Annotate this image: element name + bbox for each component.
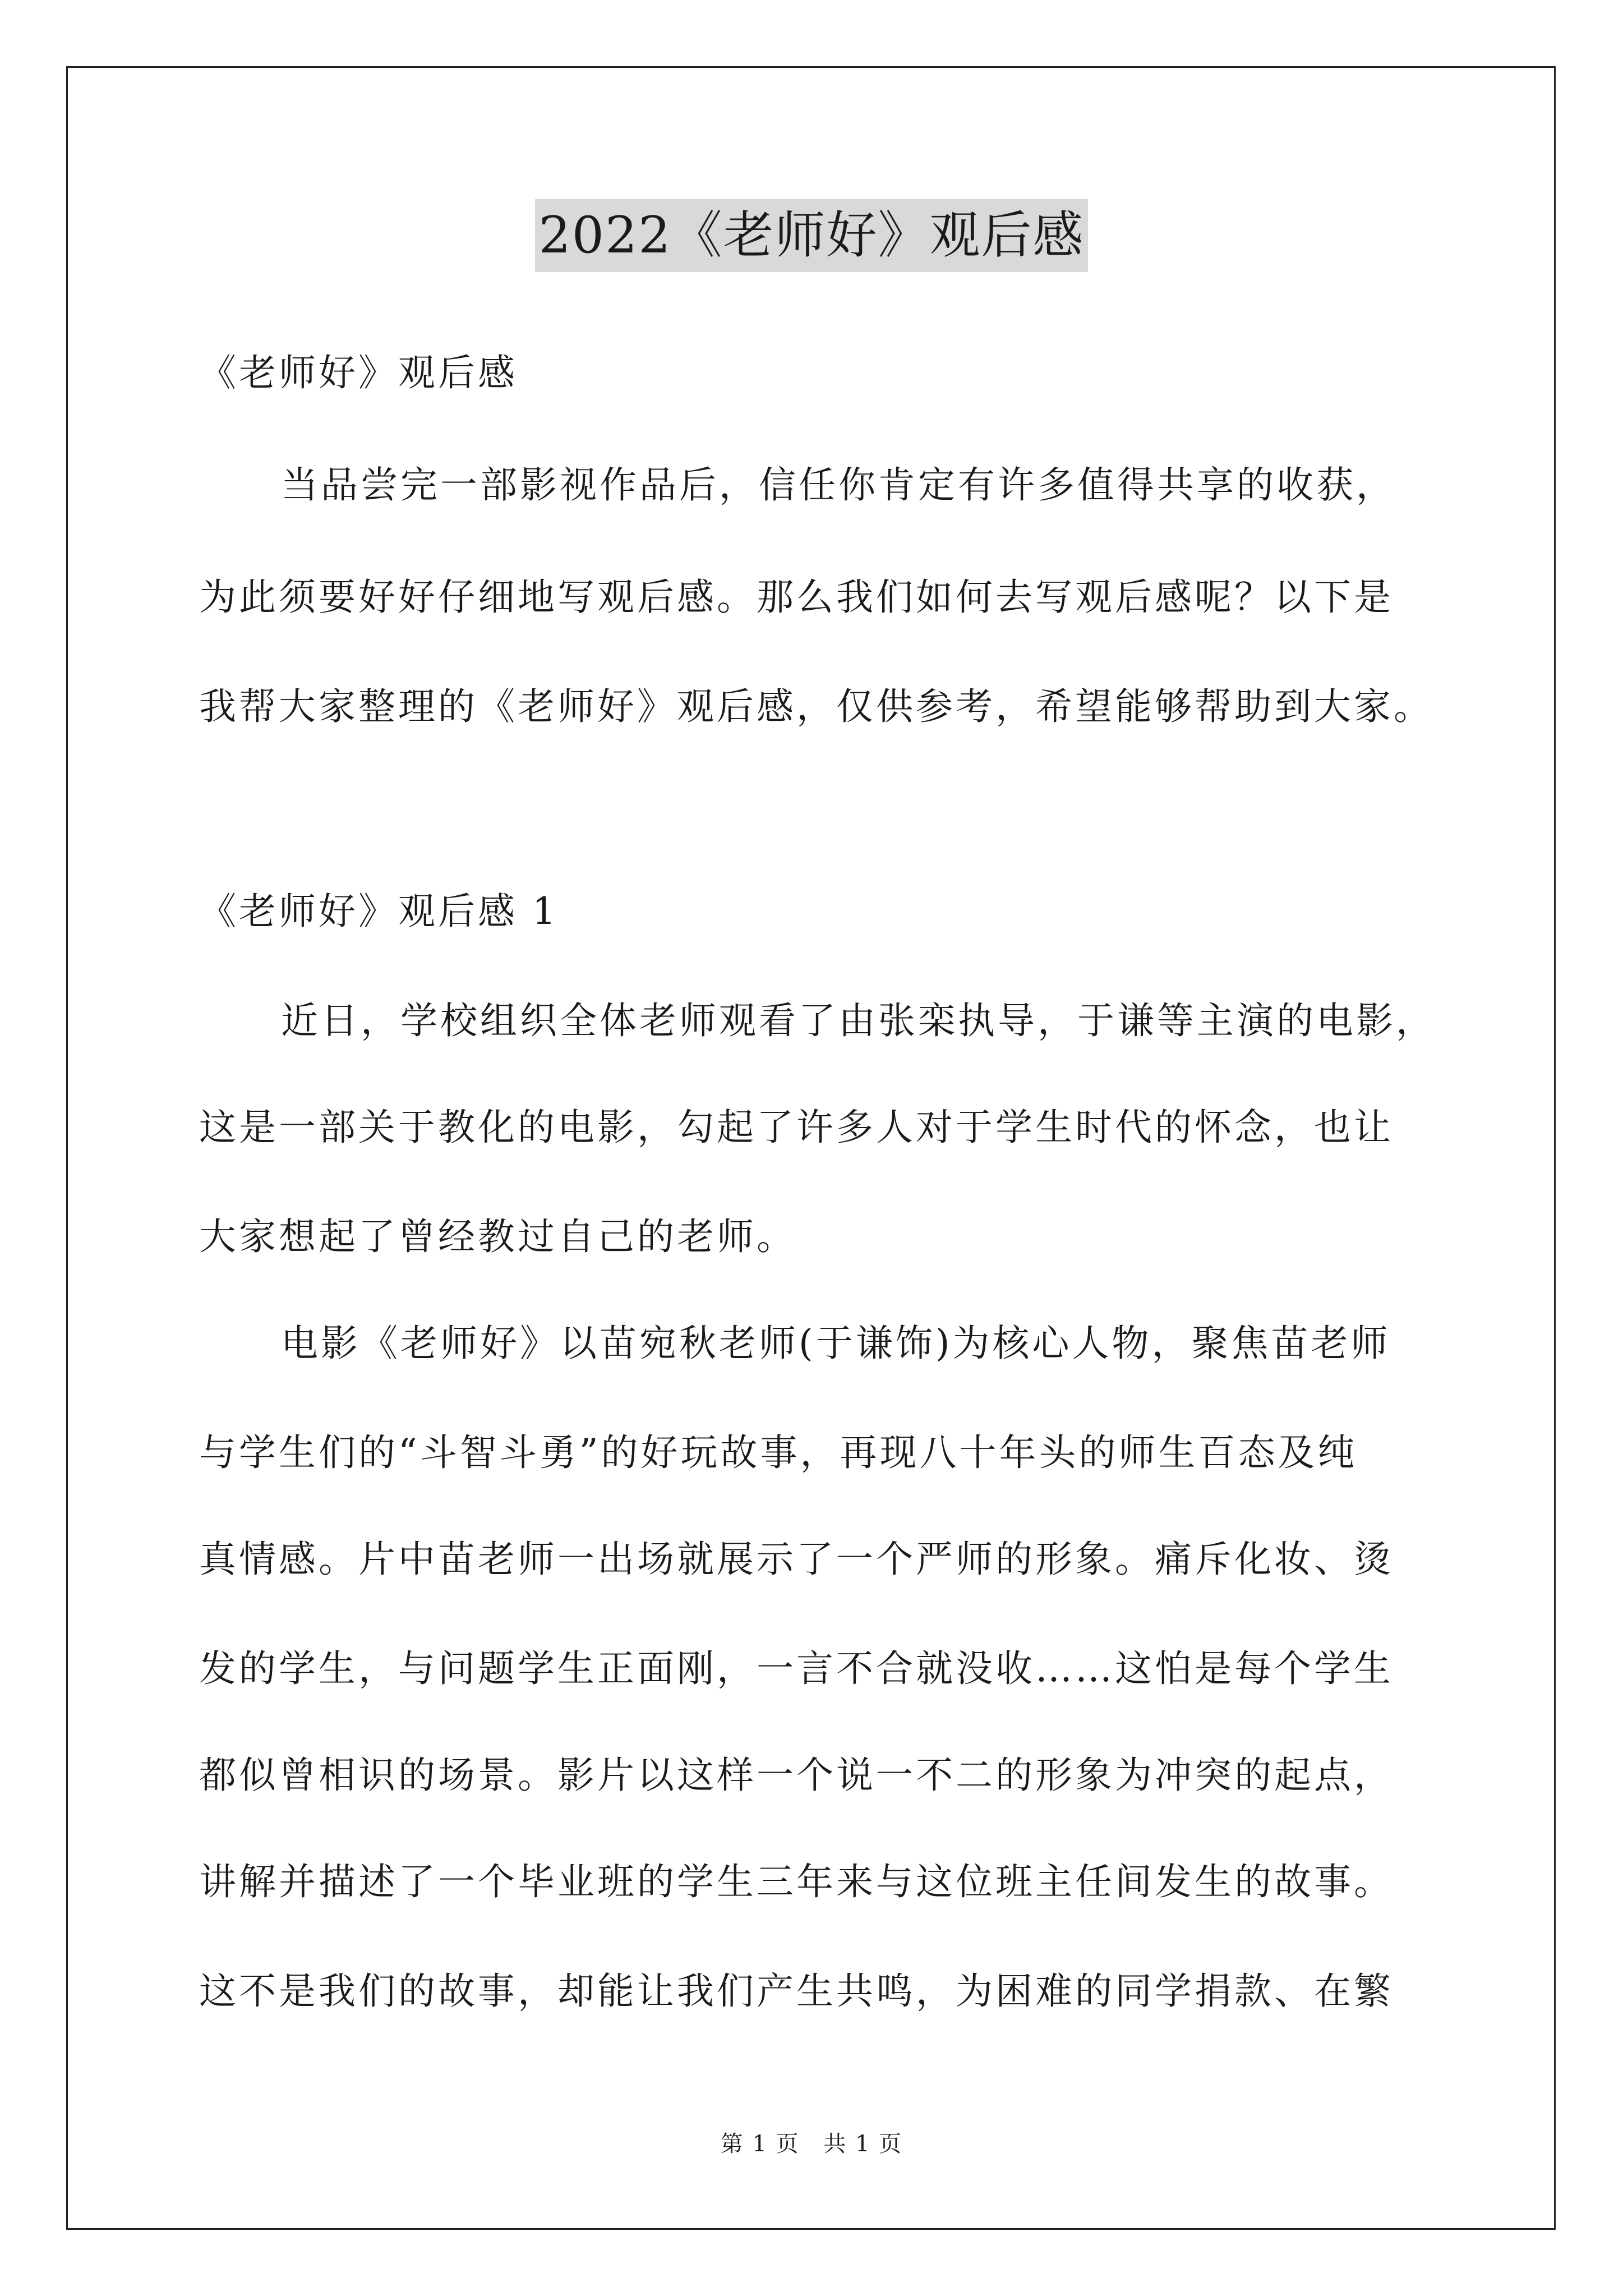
document-subtitle: 《老师好》观后感 bbox=[199, 351, 518, 394]
paragraph-line: 发的学生，与问题学生正面刚，一言不合就没收……这怕是每个学生 bbox=[199, 1647, 1394, 1690]
paragraph-line: 与学生们的“斗智斗勇”的好玩故事，再现八十年头的师生百态及纯 bbox=[199, 1431, 1358, 1474]
intro-line: 当品尝完一部影视作品后，信任你肯定有许多值得共享的收获， bbox=[281, 463, 1396, 507]
paragraph-line: 讲解并描述了一个毕业班的学生三年来与这位班主任间发生的故事。 bbox=[199, 1860, 1394, 1903]
paragraph-line: 大家想起了曾经教过自己的老师。 bbox=[199, 1215, 796, 1258]
section-heading: 《老师好》观后感 1 bbox=[199, 890, 559, 933]
paragraph-line: 电影《老师好》以苗宛秋老师(于谦饰)为核心人物，聚焦苗老师 bbox=[281, 1322, 1391, 1365]
title-container bbox=[0, 199, 1623, 272]
intro-line: 我帮大家整理的《老师好》观后感，仅供参考，希望能够帮助到大家。 bbox=[199, 685, 1433, 728]
paragraph-line: 这是一部关于教化的电影，勾起了许多人对于学生时代的怀念，也让 bbox=[199, 1106, 1394, 1149]
paragraph-line: 近日，学校组织全体老师观看了由张栾执导，于谦等主演的电影， bbox=[281, 999, 1436, 1042]
page-footer bbox=[0, 2126, 1623, 2158]
paragraph-line: 真情感。片中苗老师一出场就展示了一个严师的形象。痛斥化妆、烫 bbox=[199, 1538, 1394, 1581]
paragraph-line: 都似曾相识的场景。影片以这样一个说一不二的形象为冲突的起点， bbox=[199, 1754, 1394, 1797]
document-title: 2022《老师好》观后感 bbox=[535, 199, 1087, 272]
page-number: 第 1 页 bbox=[720, 2131, 800, 2157]
paragraph-line: 这不是我们的故事，却能让我们产生共鸣，为困难的同学捐款、在繁 bbox=[199, 1970, 1394, 2013]
page-total: 共 1 页 bbox=[823, 2131, 903, 2157]
intro-line: 为此须要好好仔细地写观后感。那么我们如何去写观后感呢？以下是 bbox=[199, 576, 1394, 619]
